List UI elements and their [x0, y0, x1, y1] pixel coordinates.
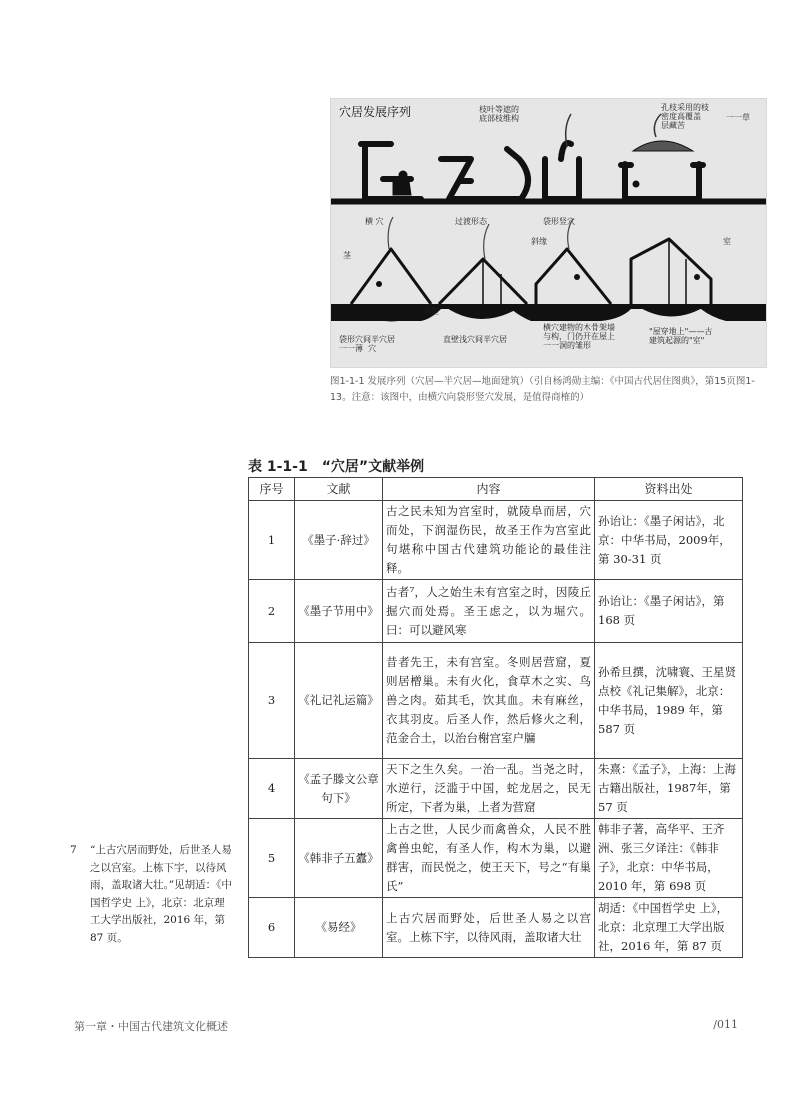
- figure-label: "屋穿地上"——古 建筑起源的"室": [649, 327, 713, 345]
- table-row: [249, 580, 743, 643]
- row-number: 1: [249, 501, 295, 580]
- table-header-row: [249, 478, 743, 501]
- figure-label: 横穴建物的木骨架墙 与构，门仍开在屋上 一一洞的雏形: [543, 323, 615, 350]
- figure-label: 横 穴: [365, 217, 384, 226]
- figure-label: 茎: [343, 251, 351, 260]
- figure-label: 枝叶等遮的 底部枝维构: [479, 105, 519, 123]
- document-name: 《韩非子五蠹》: [295, 819, 383, 898]
- table-row: [249, 643, 743, 759]
- table-row: [249, 819, 743, 898]
- source-cell: 韩非子著，高华平、王齐洲、张三夕译注：《韩非子》，北京：中华书局，2010 年，第 698 页: [595, 819, 743, 898]
- row-number: 2: [249, 580, 295, 643]
- table-row: [249, 759, 743, 819]
- document-name: 《礼记礼运篇》: [295, 643, 383, 759]
- document-name: 《墨子·辞过》: [295, 501, 383, 580]
- content-cell: 天下之生久矣。一治一乱。当尧之时，水逆行，泛滥于中国，蛇龙居之，民无所定，下者为巢，上者为营窟: [383, 759, 595, 819]
- page-number: /011: [713, 1018, 738, 1031]
- figure-label: 斜缘: [531, 237, 547, 246]
- content-cell: 古者⁷，人之始生未有宫室之时，因陵丘掘穴而处焉。圣王虑之，以为堀穴。曰：可以避风寒: [383, 580, 595, 643]
- content-cell: 古之民未知为宫室时，就陵阜而居，穴而处，下润湿伤民，故圣王作为宫室此句堪称中国古代建筑功能论的最佳注释。: [383, 501, 595, 580]
- row-number: 6: [249, 898, 295, 958]
- figure-title: 穴居发展序列: [339, 105, 412, 119]
- figure-label: 袋形竖穴: [543, 217, 575, 226]
- evolution-figure: [330, 98, 767, 368]
- figure-label: 半室: [423, 307, 439, 316]
- content-cell: 昔者先王，未有宫室。冬则居营窟，夏则居橧巢。未有火化，食草木之实、鸟兽之肉。茹其毛，饮其血。未有麻丝，衣其羽皮。后圣人作，然后修火之利，范金合土，以治台榭宫室户牖: [383, 643, 595, 759]
- table-row: [249, 898, 743, 958]
- row-number: 4: [249, 759, 295, 819]
- content-cell: 上古穴居而野处，后世圣人易之以宫室。上栋下宇，以待风雨，盖取诸大壮: [383, 898, 595, 958]
- header-cell: 序号: [249, 478, 295, 501]
- figure-label: 室: [723, 237, 731, 246]
- footnote-number: 7: [70, 844, 77, 856]
- figure-caption: 图1-1-1 发展序列（穴居—半穴居—地面建筑）（引自杨鸿勋主编：《中国古代居住图典》，第15页图1-13。注意：该图中，由横穴向袋形竖穴发展，是值得商榷的）: [330, 376, 755, 403]
- source-cell: 胡适：《中国哲学史 上》，北京：北京理工大学出版社，2016 年，第 87 页: [595, 898, 743, 958]
- header-cell: 内容: [383, 478, 595, 501]
- footnote-text: “上古穴居而野处，后世圣人易之以宫室。上栋下宇，以待风雨，盖取诸大壮。”见胡适：《中国哲学史 上》，北京：北京理工大学出版社，2016 年，第 87 页。: [90, 844, 232, 944]
- source-cell: 孙希旦撰，沈啸寰、王星贤点校《礼记集解》，北京：中华书局，1989 年，第 587 页: [595, 643, 743, 759]
- row-number: 3: [249, 643, 295, 759]
- figure-label: 一一草: [726, 113, 750, 122]
- source-cell: 孙诒让：《墨子闲诂》，第 168 页: [595, 580, 743, 643]
- document-name: 《易经》: [295, 898, 383, 958]
- table-title: 表 1-1-1 “穴居”文献举例: [248, 459, 425, 475]
- header-cell: 文献: [295, 478, 383, 501]
- literature-table: [248, 477, 743, 958]
- source-cell: 孙诒让：《墨子闲诂》，北京：中华书局，2009年，第 30-31 页: [595, 501, 743, 580]
- document-name: 《墨子节用中》: [295, 580, 383, 643]
- figure-label: 袋形穴间半穴居 一一薄 穴: [339, 335, 395, 353]
- figure-label: 过渡形态: [455, 217, 487, 226]
- document-name: 《孟子滕文公章句下》: [295, 759, 383, 819]
- content-cell: 上古之世，人民少而禽兽众，人民不胜禽兽虫蛇，有圣人作，构木为巢，以避群害，而民悦之，使王天下，号之“有巢氏”: [383, 819, 595, 898]
- source-cell: 朱熹：《孟子》，上海：上海古籍出版社，1987年，第 57 页: [595, 759, 743, 819]
- figure-label: 直壁浅穴间半穴居: [443, 335, 507, 344]
- table-row: [249, 501, 743, 580]
- row-number: 5: [249, 819, 295, 898]
- figure-label: 孔枝采用的枝 密度高覆盖 层藏苦: [661, 103, 709, 130]
- chapter-footer: 第一章・中国古代建筑文化概述: [74, 1020, 228, 1033]
- header-cell: 资料出处: [595, 478, 743, 501]
